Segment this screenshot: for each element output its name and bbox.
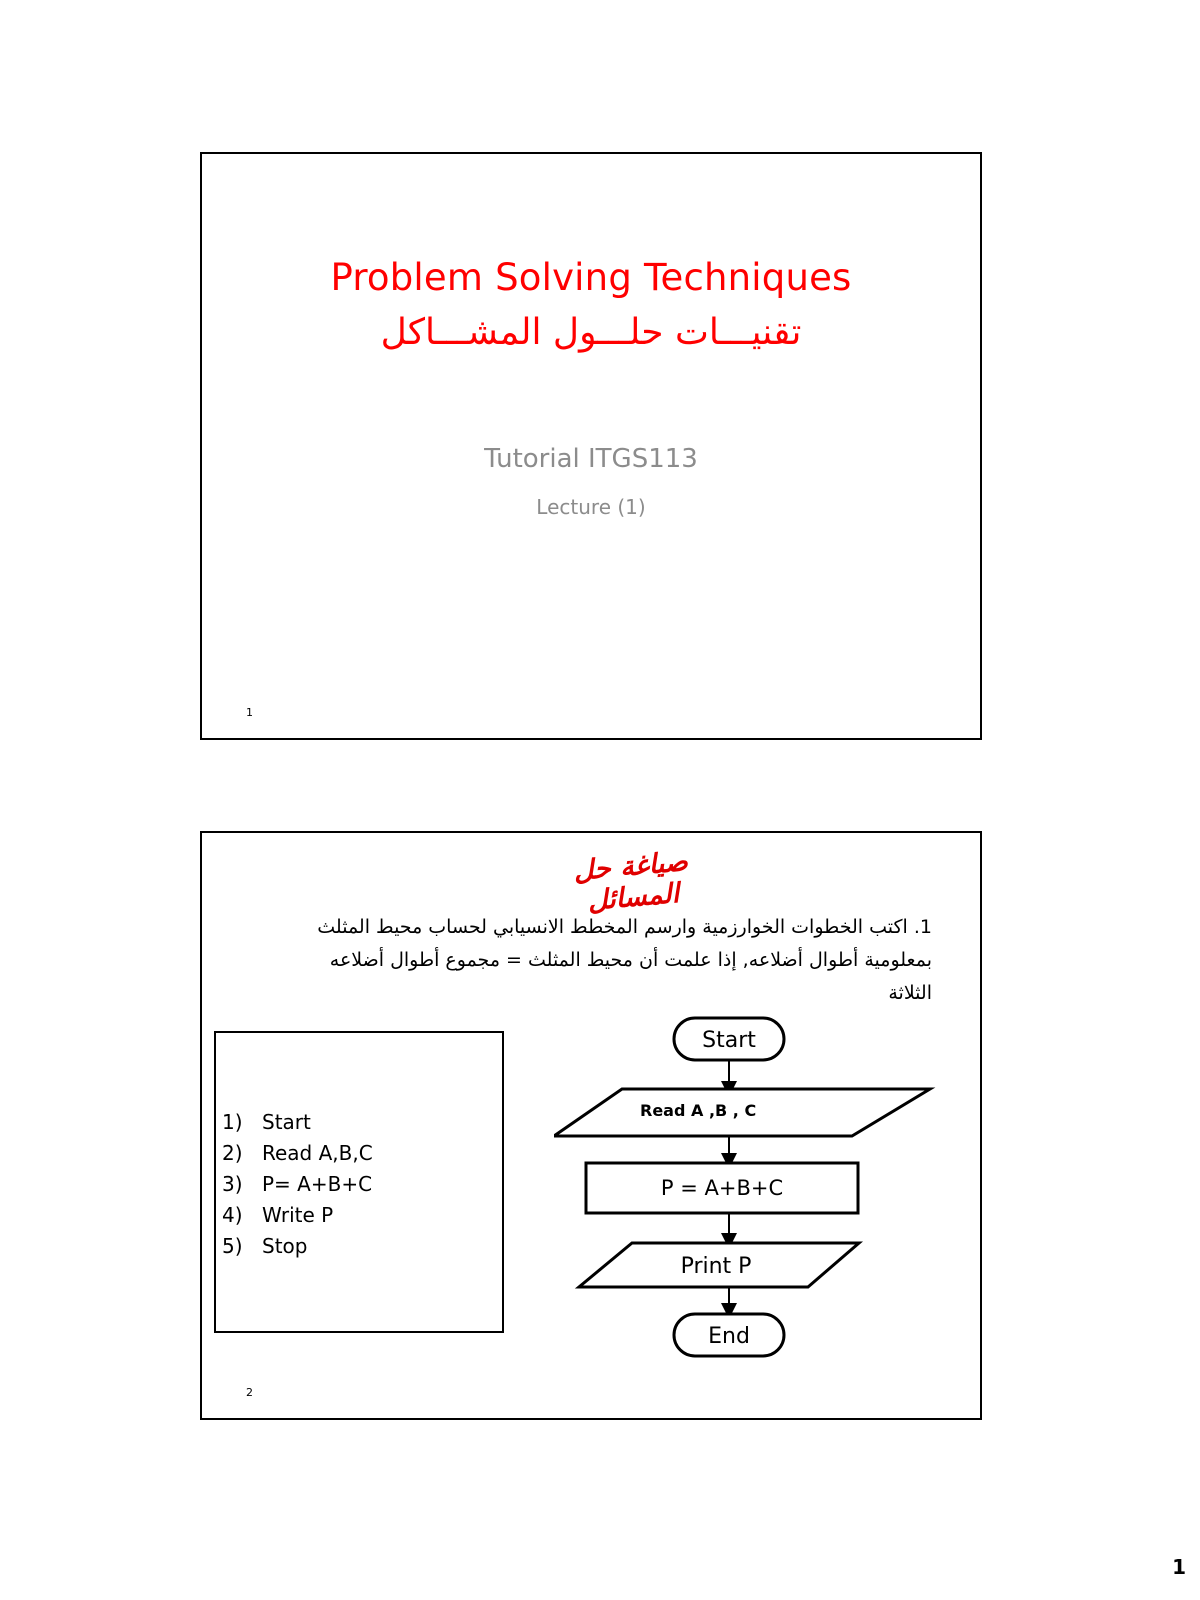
algorithm-step	[222, 1169, 373, 1200]
algorithm-step	[222, 1200, 373, 1231]
process-label: P = A+B+C	[660, 1176, 784, 1200]
flowchart	[554, 1011, 944, 1371]
step-number: 3)	[222, 1172, 243, 1196]
end-label: End	[708, 1324, 750, 1349]
algorithm-steps	[222, 1107, 373, 1262]
step-text: P= A+B+C	[262, 1172, 373, 1196]
step-text: Stop	[262, 1234, 308, 1258]
algorithm-step	[222, 1231, 373, 1262]
slide-number: 2	[246, 1386, 253, 1399]
question-line: 1. اكتب الخطوات الخوارزمية وارسم المخطط الانسيابي لحساب محيط المثلث	[317, 916, 932, 938]
slide-number: 1	[246, 706, 253, 719]
lecture-label: Lecture (1)	[536, 495, 646, 519]
question-line: الثلاثة	[888, 982, 932, 1004]
input-label: Read A ,B , C	[640, 1101, 757, 1120]
slide-title-arabic: تقنيـــات حلـــول المشـــاكل	[380, 312, 802, 353]
algorithm-step	[222, 1107, 373, 1138]
slide-2	[200, 831, 982, 1420]
step-number: 1)	[222, 1110, 243, 1134]
page-number: 1	[1172, 1555, 1186, 1579]
step-text: Read A,B,C	[262, 1141, 373, 1165]
step-number: 4)	[222, 1203, 243, 1227]
algorithm-box	[214, 1031, 504, 1333]
slide-1	[200, 152, 982, 740]
slide-heading-arabic: صياغة حل المسائل	[572, 846, 690, 917]
question-text	[272, 911, 932, 1010]
step-number: 2)	[222, 1141, 243, 1165]
slide-title-english: Problem Solving Techniques	[330, 256, 852, 299]
step-text: Write P	[262, 1203, 334, 1227]
start-label: Start	[702, 1028, 756, 1053]
question-line: بمعلومية أطوال أضلاعه, إذا علمت أن محيط المثلث = مجموع أطوال أضلاعه	[329, 949, 932, 971]
output-label: Print P	[680, 1254, 752, 1279]
algorithm-step	[222, 1138, 373, 1169]
slide-subtitle: Tutorial ITGS113	[484, 444, 698, 474]
step-number: 5)	[222, 1234, 243, 1258]
step-text: Start	[262, 1110, 311, 1134]
